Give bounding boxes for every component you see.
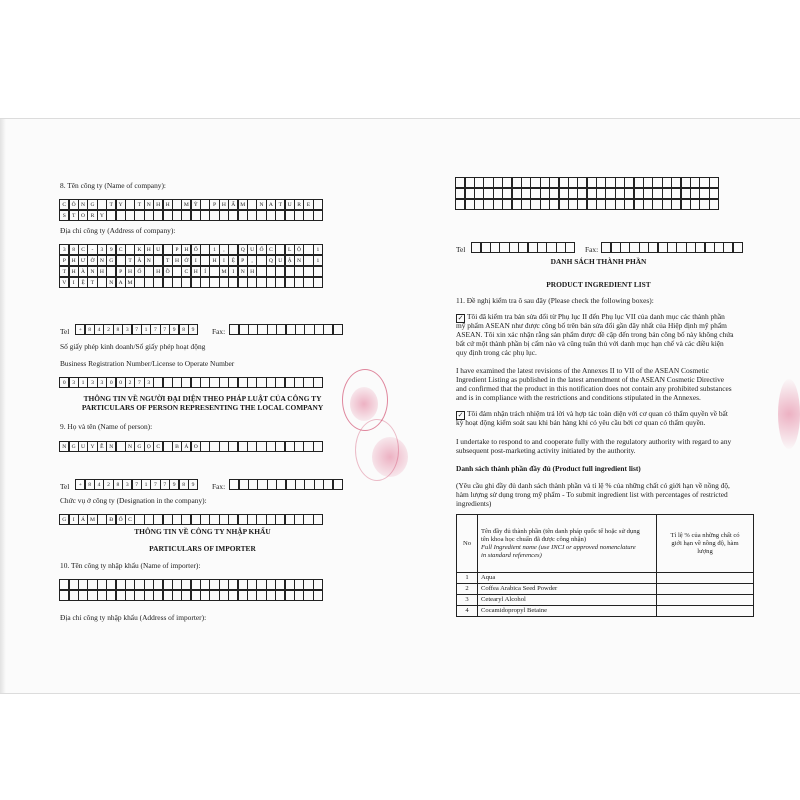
char-cell: H	[247, 266, 257, 277]
char-cell: Ộ	[294, 244, 304, 255]
header-no: No	[457, 515, 478, 573]
char-cell: 3	[122, 324, 132, 335]
char-cell	[709, 199, 719, 210]
char-cell	[313, 277, 323, 288]
fax2-label: Fax:	[212, 482, 226, 491]
char-cell: 8	[113, 324, 123, 335]
address-label: Địa chỉ công ty (Address of company):	[60, 226, 176, 235]
char-cell: T	[106, 199, 116, 210]
char-cell: T	[59, 266, 69, 277]
char-cell: H	[125, 266, 135, 277]
seal-stamp-ink-2	[372, 437, 408, 477]
char-cell: P	[209, 199, 219, 210]
license-label-en: Business Registration Number/License to Operate Number	[60, 359, 235, 368]
char-cell: T	[125, 255, 135, 266]
company-line-2	[60, 210, 323, 221]
char-cell: Q	[238, 244, 248, 255]
char-cell: 1	[141, 324, 151, 335]
row-no: 1	[457, 573, 478, 584]
fax2-cells	[230, 479, 343, 490]
check1-vn-5: quy định trong các phụ lục.	[456, 348, 537, 357]
row-ingredient: Coffea Arabica Seed Powder	[478, 584, 657, 595]
char-cell: 1	[313, 244, 323, 255]
char-cell: 3	[97, 377, 107, 388]
char-cell: M	[125, 277, 135, 288]
importer-label: 10. Tên công ty nhập khẩu (Name of importer):	[60, 561, 201, 570]
char-cell: C	[153, 441, 163, 452]
char-cell: Y	[116, 199, 126, 210]
check1-en-1: I have examined the latest revisions of the Annexes II to VII of the ASEAN Cosmetic	[456, 366, 709, 375]
header-ingredient-name	[478, 515, 657, 573]
full-list-title: Danh sách thành phần đầy đủ (Product full ingredient list)	[456, 464, 641, 473]
char-cell: N	[59, 441, 69, 452]
char-cell: M	[238, 199, 248, 210]
check1-en-2: Ingredient Listing as published in the latest amendment of the ASEAN Cosmetic Directive	[456, 375, 725, 384]
table-row	[457, 595, 754, 606]
char-cell: M	[87, 514, 97, 525]
char-cell: T	[134, 199, 144, 210]
char-cell: C	[59, 199, 69, 210]
right-top-cells-3	[456, 199, 719, 210]
check2-vn-2: kỳ hoạt động kiểm soát sau khi bán hàng khi có yêu cầu bởi cơ quan có thẩm quyền.	[456, 418, 706, 427]
char-cell: 8	[85, 324, 95, 335]
char-cell: Á	[78, 514, 88, 525]
char-cell: Y	[97, 210, 107, 221]
row-ingredient: Aqua	[478, 573, 657, 584]
char-cell	[313, 210, 323, 221]
char-cell: 8	[179, 479, 189, 490]
row-percentage	[657, 606, 754, 617]
row-percentage	[657, 573, 754, 584]
header-name-vn-1: Tên đầy đủ thành phần (tên danh pháp quốc tế hoặc sử dụng	[481, 527, 640, 535]
importer-cells-2	[60, 590, 323, 601]
check1-vn-line: Tôi đã kiểm tra bản sửa đổi từ Phụ lục II đến Phụ lục VII của danh mục các thành phần	[467, 312, 725, 321]
char-cell	[313, 266, 323, 277]
license-cells	[60, 377, 323, 388]
edge-stamp-ink	[778, 379, 800, 449]
char-cell: H	[153, 266, 163, 277]
char-cell: C	[116, 244, 126, 255]
check-intro: 11. Đề nghị kiểm tra ô sau đây (Please check the following boxes):	[456, 296, 654, 305]
header-percentage	[657, 515, 754, 573]
char-cell: Ễ	[97, 441, 107, 452]
char-cell: T	[69, 210, 79, 221]
designation-cells	[60, 514, 323, 525]
char-cell	[313, 579, 323, 590]
full-list-note-2: hàm lượng sử dụng trong mỹ phẩm - To submit ingredient list with percentages of restricted	[456, 490, 728, 499]
char-cell: H	[191, 266, 201, 277]
importer-address-label: Địa chỉ công ty nhập khẩu (Address of importer):	[60, 613, 207, 622]
char-cell: N	[87, 266, 97, 277]
char-cell: I	[219, 255, 229, 266]
char-cell: E	[303, 199, 313, 210]
address-line-3	[60, 266, 323, 277]
char-cell: -	[87, 244, 97, 255]
tel-label: Tel	[60, 327, 70, 336]
char-cell: 0	[116, 377, 126, 388]
license-label-vn: Số giấy phép kinh doanh/Số giấy phép hoạt động	[60, 342, 206, 351]
char-cell	[565, 242, 575, 253]
char-cell: Ư	[78, 255, 88, 266]
char-cell: Â	[134, 255, 144, 266]
importer-cells-1	[60, 579, 323, 590]
char-cell: 9	[188, 479, 198, 490]
char-cell: +	[75, 324, 85, 335]
char-cell: 1	[78, 377, 88, 388]
header-pct-3: lượng	[697, 547, 713, 555]
char-cell: H	[153, 199, 163, 210]
char-cell: P	[59, 255, 69, 266]
char-cell: C	[125, 514, 135, 525]
char-cell: 7	[132, 479, 142, 490]
header-name-en-1: Full Ingredient name (use INCI or approved nomenclature	[481, 543, 636, 551]
page-edge-shadow	[0, 119, 6, 693]
person-cells	[60, 441, 323, 452]
char-cell: N	[294, 255, 304, 266]
char-cell: C	[78, 244, 88, 255]
char-cell	[313, 441, 323, 452]
char-cell: I	[228, 266, 238, 277]
char-cell: Đ	[106, 514, 116, 525]
row-ingredient: Cetearyl Alcohol	[478, 595, 657, 606]
char-cell: Ả	[181, 441, 191, 452]
char-cell: À	[78, 266, 88, 277]
char-cell: G	[134, 441, 144, 452]
char-cell: Ớ	[181, 255, 191, 266]
header-name-vn-2: tên khoa học chuẩn đã được công nhận)	[481, 535, 587, 543]
char-cell: 8	[113, 479, 123, 490]
char-cell: 1	[209, 244, 219, 255]
char-cell: G	[87, 199, 97, 210]
char-cell: P	[238, 255, 248, 266]
char-cell: 1	[141, 479, 151, 490]
char-cell	[733, 242, 743, 253]
check2-en-2: subsequent post-marketing activity initiated by the authority.	[456, 446, 636, 455]
header-pct-1: Tỉ lệ % của những chất có	[670, 531, 740, 539]
rep-title-vn: THÔNG TIN VỀ NGƯỜI ĐẠI DIỆN THEO PHÁP LUẬT CỦA CÔNG TY	[83, 394, 322, 403]
char-cell: Ỹ	[191, 199, 201, 210]
row-percentage	[657, 584, 754, 595]
char-cell: U	[78, 441, 88, 452]
header-pct-2: giới hạn về nồng độ, hàm	[671, 539, 739, 547]
char-cell: T	[163, 255, 173, 266]
rep-title-en: PARTICULARS OF PERSON REPRESENTING THE LOCAL COMPANY	[81, 403, 324, 412]
right-fax-cells	[602, 242, 743, 253]
char-cell: P	[172, 244, 182, 255]
char-cell: 3	[97, 244, 107, 255]
char-cell: 7	[160, 324, 170, 335]
row-no: 4	[457, 606, 478, 617]
right-fax-label: Fax:	[585, 245, 599, 254]
importer-title-vn: THÔNG TIN VỀ CÔNG TY NHẬP KHẨU	[134, 527, 271, 536]
char-cell: Q	[266, 255, 276, 266]
char-cell: N	[144, 199, 154, 210]
person-label: 9. Họ và tên (Name of person):	[60, 422, 153, 431]
char-cell: Ô	[69, 199, 79, 210]
char-cell: S	[59, 210, 69, 221]
char-cell: V	[59, 277, 69, 288]
char-cell: N	[256, 199, 266, 210]
char-cell: M	[181, 199, 191, 210]
char-cell: R	[294, 199, 304, 210]
table-row	[457, 606, 754, 617]
char-cell: T	[87, 277, 97, 288]
char-cell: 2	[103, 324, 113, 335]
char-cell: H	[181, 244, 191, 255]
fax-label: Fax:	[212, 327, 226, 336]
check1-vn-2: mỹ phẩm ASEAN như được công bố trên bản sửa đổi gần đây nhất của Hiệp định mỹ phẩm	[456, 321, 727, 330]
char-cell: Ờ	[87, 255, 97, 266]
char-cell: 4	[94, 479, 104, 490]
char-cell: 8	[85, 479, 95, 490]
char-cell: H	[144, 244, 154, 255]
char-cell	[709, 188, 719, 199]
char-cell: K	[134, 244, 144, 255]
row-percentage	[657, 595, 754, 606]
char-cell: N	[106, 441, 116, 452]
char-cell: 9	[169, 479, 179, 490]
char-cell: 7	[160, 479, 170, 490]
row-no: 2	[457, 584, 478, 595]
char-cell: 1	[313, 255, 323, 266]
tel2-cells	[76, 479, 198, 490]
char-cell: H	[163, 199, 173, 210]
char-cell: 9	[188, 324, 198, 335]
char-cell: 4	[94, 324, 104, 335]
char-cell: I	[69, 514, 79, 525]
char-cell: 0	[59, 377, 69, 388]
fax-cells	[230, 324, 343, 335]
char-cell: 8	[69, 244, 79, 255]
char-cell: U	[275, 255, 285, 266]
checkbox-cooperate-checked[interactable]: ✓	[457, 411, 464, 419]
char-cell: H	[69, 255, 79, 266]
char-cell: C	[266, 244, 276, 255]
char-cell: Ố	[191, 244, 201, 255]
full-list-note-1: (Yêu cầu ghi đầy đủ danh sách thành phần và tỉ lệ % của những chất có giới hạn về nồng độ,	[456, 481, 730, 490]
char-cell: 3	[144, 377, 154, 388]
char-cell: 3	[69, 377, 79, 388]
char-cell: 3	[59, 244, 69, 255]
char-cell: 3	[122, 479, 132, 490]
company-label: 8. Tên công ty (Name of company):	[60, 181, 166, 190]
full-list-note-3: ingredients)	[456, 499, 492, 508]
ingredient-table	[456, 514, 754, 617]
right-tel-label: Tel	[456, 245, 466, 254]
check2-vn-line: Tôi đảm nhận trách nhiệm trả lời và hợp tác toàn diện với cơ quan có thẩm quyền về bất	[467, 409, 728, 418]
char-cell: 2	[125, 377, 135, 388]
char-cell: A	[116, 277, 126, 288]
char-cell: N	[238, 266, 248, 277]
char-cell: +	[75, 479, 85, 490]
char-cell: N	[106, 277, 116, 288]
address-line-1	[60, 244, 323, 255]
check1-en-4: and is in compliance with the restrictions and conditions stipulated in the Annexes.	[456, 393, 701, 402]
char-cell: M	[219, 266, 229, 277]
tel-cells	[76, 324, 198, 335]
char-cell	[709, 177, 719, 188]
char-cell: 0	[106, 377, 116, 388]
char-cell: Ọ	[144, 441, 154, 452]
char-cell: Í	[200, 266, 210, 277]
check1-en-3: and confirmed that the product in this notification does not contain any prohibited substances	[456, 384, 732, 393]
list-title-en: PRODUCT INGREDIENT LIST	[546, 280, 651, 289]
char-cell: 9	[106, 244, 116, 255]
char-cell: H	[219, 199, 229, 210]
char-cell: H	[69, 266, 79, 277]
checkbox-annex-checked[interactable]: ✓	[457, 314, 464, 322]
char-cell	[333, 324, 343, 335]
char-cell	[313, 590, 323, 601]
char-cell	[313, 377, 323, 388]
char-cell: B	[172, 441, 182, 452]
char-cell: Ồ	[163, 266, 173, 277]
char-cell	[313, 514, 323, 525]
char-cell: H	[97, 266, 107, 277]
table-header-row	[457, 515, 754, 573]
char-cell: 8	[179, 324, 189, 335]
right-tel-cells	[472, 242, 575, 253]
char-cell: P	[116, 266, 126, 277]
document-sheet	[0, 118, 800, 694]
char-cell: U	[247, 244, 257, 255]
char-cell: U	[285, 199, 295, 210]
char-cell: Ậ	[285, 255, 295, 266]
char-cell	[333, 479, 343, 490]
char-cell: 7	[150, 479, 160, 490]
char-cell: Ệ	[78, 277, 88, 288]
char-cell: 9	[169, 324, 179, 335]
char-cell: G	[106, 255, 116, 266]
char-cell: 7	[134, 377, 144, 388]
char-cell: G	[59, 514, 69, 525]
char-cell	[313, 199, 323, 210]
char-cell: Ố	[256, 244, 266, 255]
header-name-en-2: in standard references)	[481, 551, 542, 559]
check1-vn-4: bất cứ một thành phần bị cấm nào và cũng tuân thủ với danh mục hạn chế và các điều kiện	[456, 339, 724, 348]
char-cell: Y	[87, 441, 97, 452]
char-cell: N	[97, 255, 107, 266]
list-title-vn: DANH SÁCH THÀNH PHẦN	[550, 257, 647, 266]
importer-title-en: PARTICULARS OF IMPORTER	[149, 544, 256, 553]
char-cell: C	[181, 266, 191, 277]
company-line-1	[60, 199, 323, 210]
char-cell: Ố	[116, 514, 126, 525]
char-cell: H	[209, 255, 219, 266]
char-cell: Ệ	[228, 255, 238, 266]
char-cell: ,	[247, 255, 257, 266]
address-line-4	[60, 277, 323, 288]
char-cell: O	[78, 210, 88, 221]
right-top-cells-1	[456, 177, 719, 188]
char-cell: O	[191, 441, 201, 452]
table-row	[457, 573, 754, 584]
tel2-label: Tel	[60, 482, 70, 491]
char-cell: I	[69, 277, 79, 288]
designation-label: Chức vụ ở công ty (Designation in the company):	[60, 496, 207, 505]
char-cell: 3	[87, 377, 97, 388]
address-line-2	[60, 255, 323, 266]
char-cell: N	[125, 441, 135, 452]
char-cell: G	[69, 441, 79, 452]
check2-en-1: I undertake to respond to and cooperate fully with the regulatory authority with regard to any	[456, 437, 732, 446]
char-cell: I	[191, 255, 201, 266]
char-cell: T	[275, 199, 285, 210]
char-cell: 7	[150, 324, 160, 335]
char-cell: U	[153, 244, 163, 255]
char-cell: Ẩ	[228, 199, 238, 210]
right-top-cells-2	[456, 188, 719, 199]
seal-stamp-ink	[350, 387, 378, 421]
char-cell: L	[285, 244, 295, 255]
check1-vn-3: ASEAN. Tôi xin xác nhận rằng sản phẩm được đề cập đến trong bản công bố này không chứa	[456, 330, 734, 339]
row-no: 3	[457, 595, 478, 606]
char-cell: Ố	[134, 266, 144, 277]
char-cell: A	[266, 199, 276, 210]
char-cell: N	[78, 199, 88, 210]
char-cell: ,	[219, 244, 229, 255]
char-cell: R	[87, 210, 97, 221]
char-cell: 2	[103, 479, 113, 490]
row-ingredient: Cocamidopropyl Betaine	[478, 606, 657, 617]
char-cell: N	[144, 255, 154, 266]
char-cell: H	[172, 255, 182, 266]
char-cell: 7	[132, 324, 142, 335]
table-row	[457, 584, 754, 595]
